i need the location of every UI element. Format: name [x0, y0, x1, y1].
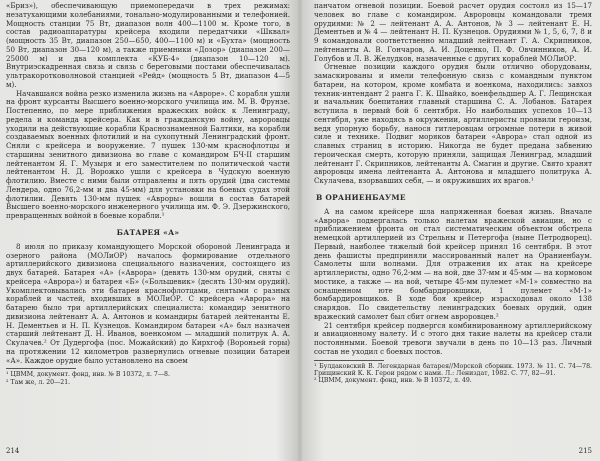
- right-paragraph-3: А на самом крейсере шла напряженная боевая жизнь. Вначале «Аврора» подвергалась только налетам вражеской авиации, но с приближением фронта он стал систематическим объектом обстрела немецкой артиллерией из Стрельны и Петергофа (ныне Петродворец). Первый, наиболее тяжелый бой крейсер принял 16 сентября. В этот день фашисты предприняли массированный налет на Ораниенбаум. Самолеты шли волнами. Для отражения их атак на крейсере артиллеристы, одно 76,2-мм — на вой, две 37-мм и 45-мм — на кормовом мостике, а также — на вой, четыре 45-мм пулемет «М-1» совместно на оснащенном юте бомбардировщики, 1 пулемет «М-1» бомбардировщиков. В ходе боя крейсер израсходовал около 138 снарядов. По свидетельству ленинградских боевых орудий, один вражеский самолет был сбит огнем авроровцев.²: [314, 206, 592, 321]
- page-number-right: 215: [578, 447, 592, 455]
- section-heading-battery-a: БАТАРЕЯ «А»: [116, 227, 180, 237]
- left-paragraph-2: Начавшаяся война резко изменила жизнь на «Авроре». С корабля ушли на фронт курсанты Высшего военно-морского училища им. М. В. Фрунзе. Постепенно, по мере приближения вражеских войск к Ленинграду, редела и команда крейсера. Как и в гражданскую войну, авроровцы уходили на действующие корабли Краснознаменной Балтики, на корабли создаваемых военных флотилий и на сухопутный Ленинградский фронт. Сняли с крейсера и вооружение. 7 пушек 130-мм краснофлотцы и старшины зенитного дивизиона во главе с командиром БЧ-II старшим лейтенантом Я. Г. Музыря и его заместителем по политической части лейтенантом Н. Д. Ворожко ушли с крейсера в Чудскую военную флотилию. Вместе с ними были отправлены и пять орудий (два системы Лендера, одно 76,2-мм и два 45-мм) для установки на боевых судах этой флотилии. Девять 130-мм пушек «Авроры» вошли в состав батарей Высшего военно-морского инженерного училища им. Ф. Э. Дзержинского, превращенных войной в боевые корабли.¹: [6, 88, 290, 220]
- left-paragraph-3: 8 июля по приказу командующего Морской обороной Ленинграда и озерного района (МОЛиОР) началось формирование отдельного артиллерийского дивизиона специального назначения, состоящего из двух батарей. Батарея «А» («Аврора» (девять 130-мм орудий, сняты с крейсера «Аврора») и батарея «Б» («Большевик» (десять 130-мм орудий). Укомплектовывались эти батареи краснофлотцами, снятыми с разных кораблей и частей, входивших в МОЛиОР. С крейсера «Аврора» на батарею было три артиллерийских специалиста: командир зенитного дивизиона лейтенант А. А. Антонов и командиры батарей лейтенанты Е. Н. Дементьев и Н. П. Кузнецов. Командиром батареи «А» был назначен старший лейтенант Д. Н. Иванов, военкомом — младший политрук А. А. Скулачев.² От Дудергофа (пос. Можайский) до Кирхгоф (Вороньей горы) на протяжении 12 километров развернулись огневые позиции батареи «А». Каждое орудие было установлено на своем: [6, 241, 290, 365]
- left-paragraph-1: «Бриз»), обеспечивающую приемопередачи в трех режимах: незатухающими колебаниями, тонально-модулированными и телефонией. Мощность станции 75 Вт, диапазон волн 400—1100 м. Кроме того, в состав радиоаппаратуры крейсера входили передатчики «Шквал» (мощность 35 Вт, диапазон 250—650, 400—1100 м) и «Бухта» (мощность 50 Вт, диапазон 30—120 м), а также приемники «Дозор» (диапазон 200—25000 м) и два комплекта «КУБ-4» (диапазон 10—120 м). Внутриэскадренная связь и связь с береговыми постами обеспечивалась ультракоротковолновой станцией «Рейд» (мощность 5 Вт, диапазон 4—5 м).: [6, 1, 290, 89]
- page-number-left: 214: [6, 447, 20, 455]
- right-paragraph-1: панчатом огневой позиции. Боевой расчет орудия состоял из 15—17 человек во главе с командиром. Авроровцы командовали тремя орудиями: № 2 — лейтенант А. А. Антонов, № 3 — лейтенант Е. Н. Дементьев и № 4 — лейтенант Н. П. Кузнецов. Орудиями № 1, 5, 6, 7, 8 и 9 командовали соответственно младший лейтенант Г. А. Скрипников, лейтенанты А. В. Гончаров, А. И. Доценко, П. Ф. Овчинников, А. И. Голубов и Л. В. Желудков, назначенные с других кораблей МОЛиОР.: [314, 1, 592, 63]
- left-footnote-1: ¹ ЦВММ, документ. фонд, инв. № В 10372, л. 7—8.: [6, 371, 170, 379]
- footnote-divider: [314, 360, 384, 361]
- right-paragraph-4: 21 сентября крейсер подвергся комбинированному артиллерийскому и авиационному налету. И с этого дня такие налеты на крейсер стали постоянными. Боевой тревоги звучали в день по 10—13 раз. Личный состав не уходил с боевых постов.: [314, 320, 592, 356]
- right-page: [300, 0, 600, 461]
- right-footnote-1: ¹ Булдаковский В. Легендарная батарея//Морской сборник. 1973. № 11. С. 74—78. Грищинский К. К. Герои рядом с нами. Л.: Лениздат, 1982. С. 77, 82—91.: [314, 362, 592, 377]
- section-heading-oranienbaum: В ОРАНИЕНБАУМЕ: [316, 192, 406, 202]
- right-footnote-2: ² ЦВММ, документ. фонд, инв. № В 10372, л. 49.: [314, 377, 472, 385]
- footnote-divider: [6, 368, 76, 369]
- right-paragraph-2: Огневые позиции каждого орудия были отлично оборудованы, замаскированы и имели телефонную связь с командным пунктом батареи, на котором, кроме комбата и военкома, находились: завхоз техник-интендант 2 ранга Г. К. Швайко, военфельдшер А. Г. Лещинская и начальник боепитания главный старшина С. А. Лобанов. Батарея вступила в первый бой 6 сентября. Но наибольших успехов 10—13 сентября, уже находясь в окружении, артиллеристы проявили героизм, ведя упорную борьбу, нанося гитлеровцам огромные потери в живой силе и технике. Подвиг моряков батареи «Аврора» стал одной из славных страниц в историю. Никогда не будет предана забвению героическая смерть, которую приняли, защищая Ленинград, младший лейтенант Г. Скрипников, лейтенанты А. Смагин и другие. Свято хранят авроровцы имена лейтенанта А. Антонова и младшего политрука А. Скулачева, взорвавших себя, — и окруживших их врагов.¹: [314, 62, 592, 185]
- left-footnote-2: ² Там же, л. 20—21.: [6, 378, 71, 386]
